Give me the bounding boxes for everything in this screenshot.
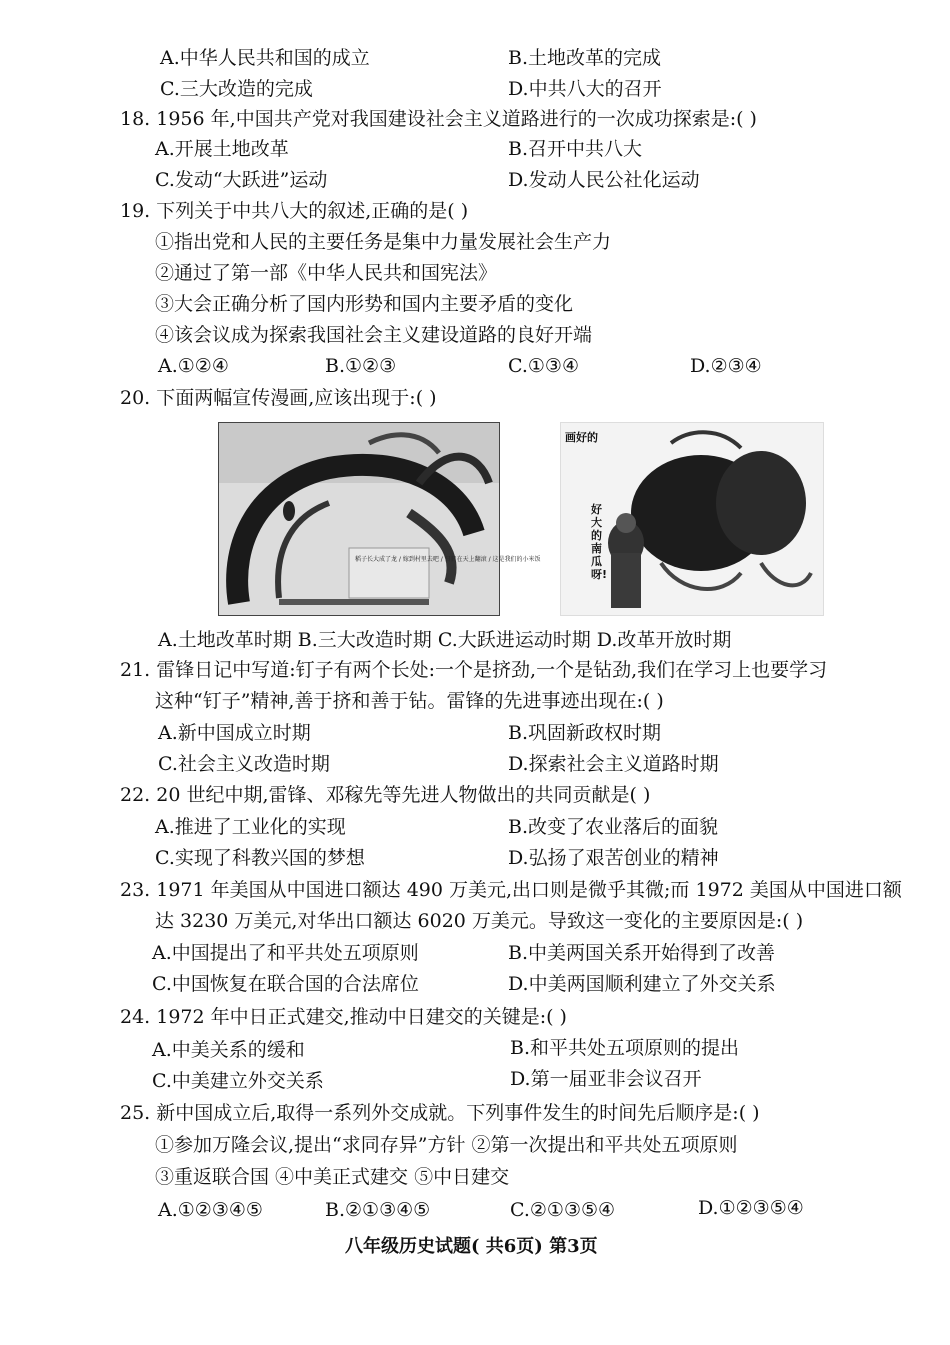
q17-option-d: D.中共八大的召开 (508, 78, 662, 100)
q18-option-b: B.召开中共八大 (508, 138, 643, 160)
q25-items-line-1: ①参加万隆会议,提出“求同存异”方针 ②第一次提出和平共处五项原则 (155, 1134, 738, 1156)
q22-stem: 22. 20 世纪中期,雷锋、邓稼先等先进人物做出的共同贡献是( ) (120, 784, 651, 806)
comic-right-caption: 好大的南瓜呀! (591, 503, 608, 581)
q19-item-3: ③大会正确分析了国内形势和国内主要矛盾的变化 (155, 293, 574, 315)
q23-stem: 23. 1971 年美国从中国进口额达 490 万美元,出口则是微乎其微;而 1972 美国从中国进口额 (120, 879, 902, 901)
q17-option-c: C.三大改造的完成 (160, 78, 313, 100)
q19-item-1: ①指出党和人民的主要任务是集中力量发展社会生产力 (155, 231, 612, 253)
q24-option-c: C.中美建立外交关系 (152, 1070, 324, 1092)
q18-stem: 18. 1956 年,中国共产党对我国建设社会主义道路进行的一次成功探索是:( ) (120, 108, 757, 130)
q20-stem: 20. 下面两幅宣传漫画,应该出现于:( ) (120, 387, 437, 409)
q21-stem: 21. 雷锋日记中写道:钉子有两个长处:一个是挤劲,一个是钻劲,我们在学习上也要学习 (120, 659, 828, 681)
q24-stem: 24. 1972 年中日正式建交,推动中日建交的关键是:( ) (120, 1006, 567, 1028)
q22-option-a: A.推进了工业化的实现 (155, 816, 346, 838)
q18-option-d: D.发动人民公社化运动 (508, 169, 700, 191)
q22-option-b: B.改变了农业落后的面貌 (508, 816, 719, 838)
q21-option-a: A.新中国成立时期 (158, 722, 311, 744)
q25-option-c: C.②①③⑤④ (510, 1199, 616, 1221)
q19-stem: 19. 下列关于中共八大的叙述,正确的是( ) (120, 200, 469, 222)
page-footer: 八年级历史试题( 共6页) 第3页 (345, 1236, 598, 1257)
q18-option-c: C.发动“大跃进”运动 (155, 169, 328, 191)
q17-option-b: B.土地改革的完成 (508, 47, 662, 69)
q18-option-a: A.开展土地改革 (155, 138, 289, 160)
q25-option-a: A.①②③④⑤ (158, 1199, 263, 1221)
q22-option-c: C.实现了科教兴国的梦想 (155, 847, 365, 869)
q19-item-4: ④该会议成为探索我国社会主义建设道路的良好开端 (155, 324, 593, 346)
q21-option-d: D.探索社会主义道路时期 (508, 753, 719, 775)
q19-item-2: ②通过了第一部《中华人民共和国宪法》 (155, 262, 498, 284)
q25-option-b: B.②①③④⑤ (325, 1199, 431, 1221)
comic-left-verse: 稻子长大成了龙 / 嫁到村里去吧 / 日日在天上翻滚 / 这是我们的小米饭 (355, 556, 541, 563)
q17-option-a: A.中华人民共和国的成立 (160, 47, 370, 69)
q23-stem-continued: 达 3230 万美元,对华出口额达 6020 万美元。导致这一变化的主要原因是:( ) (155, 910, 804, 932)
q20-options: A.土地改革时期 B.三大改造时期 C.大跃进运动时期 D.改革开放时期 (158, 629, 732, 651)
q21-option-c: C.社会主义改造时期 (158, 753, 330, 775)
q19-option-a: A.①②④ (158, 355, 229, 377)
q19-option-b: B.①②③ (325, 355, 397, 377)
q23-option-a: A.中国提出了和平共处五项原则 (152, 942, 419, 964)
q19-option-c: C.①③④ (508, 355, 579, 377)
q23-option-d: D.中美两国顺利建立了外交关系 (508, 973, 776, 995)
q25-option-d: D.①②③⑤④ (698, 1197, 804, 1219)
q19-option-d: D.②③④ (690, 355, 762, 377)
q23-option-c: C.中国恢复在联合国的合法席位 (152, 973, 419, 995)
q24-option-a: A.中美关系的缓和 (152, 1039, 305, 1061)
rice-plant-illustration (219, 423, 541, 615)
q21-option-b: B.巩固新政权时期 (508, 722, 662, 744)
q25-stem: 25. 新中国成立后,取得一系列外交成就。下列事件发生的时间先后顺序是:( ) (120, 1102, 760, 1124)
comic-right-image (560, 422, 824, 616)
q22-option-d: D.弘扬了艰苦创业的精神 (508, 847, 719, 869)
q23-option-b: B.中美两国关系开始得到了改善 (508, 942, 776, 964)
q24-option-d: D.第一届亚非会议召开 (510, 1068, 702, 1090)
comic-left-image (218, 422, 541, 616)
q25-items-line-2: ③重返联合国 ④中美正式建交 ⑤中日建交 (155, 1166, 510, 1188)
q24-option-b: B.和平共处五项原则的提出 (510, 1037, 740, 1059)
comic-right-title: 画好的 (565, 431, 598, 444)
q21-stem-continued: 这种“钉子”精神,善于挤和善于钻。雷锋的先进事迹出现在:( ) (155, 690, 664, 712)
